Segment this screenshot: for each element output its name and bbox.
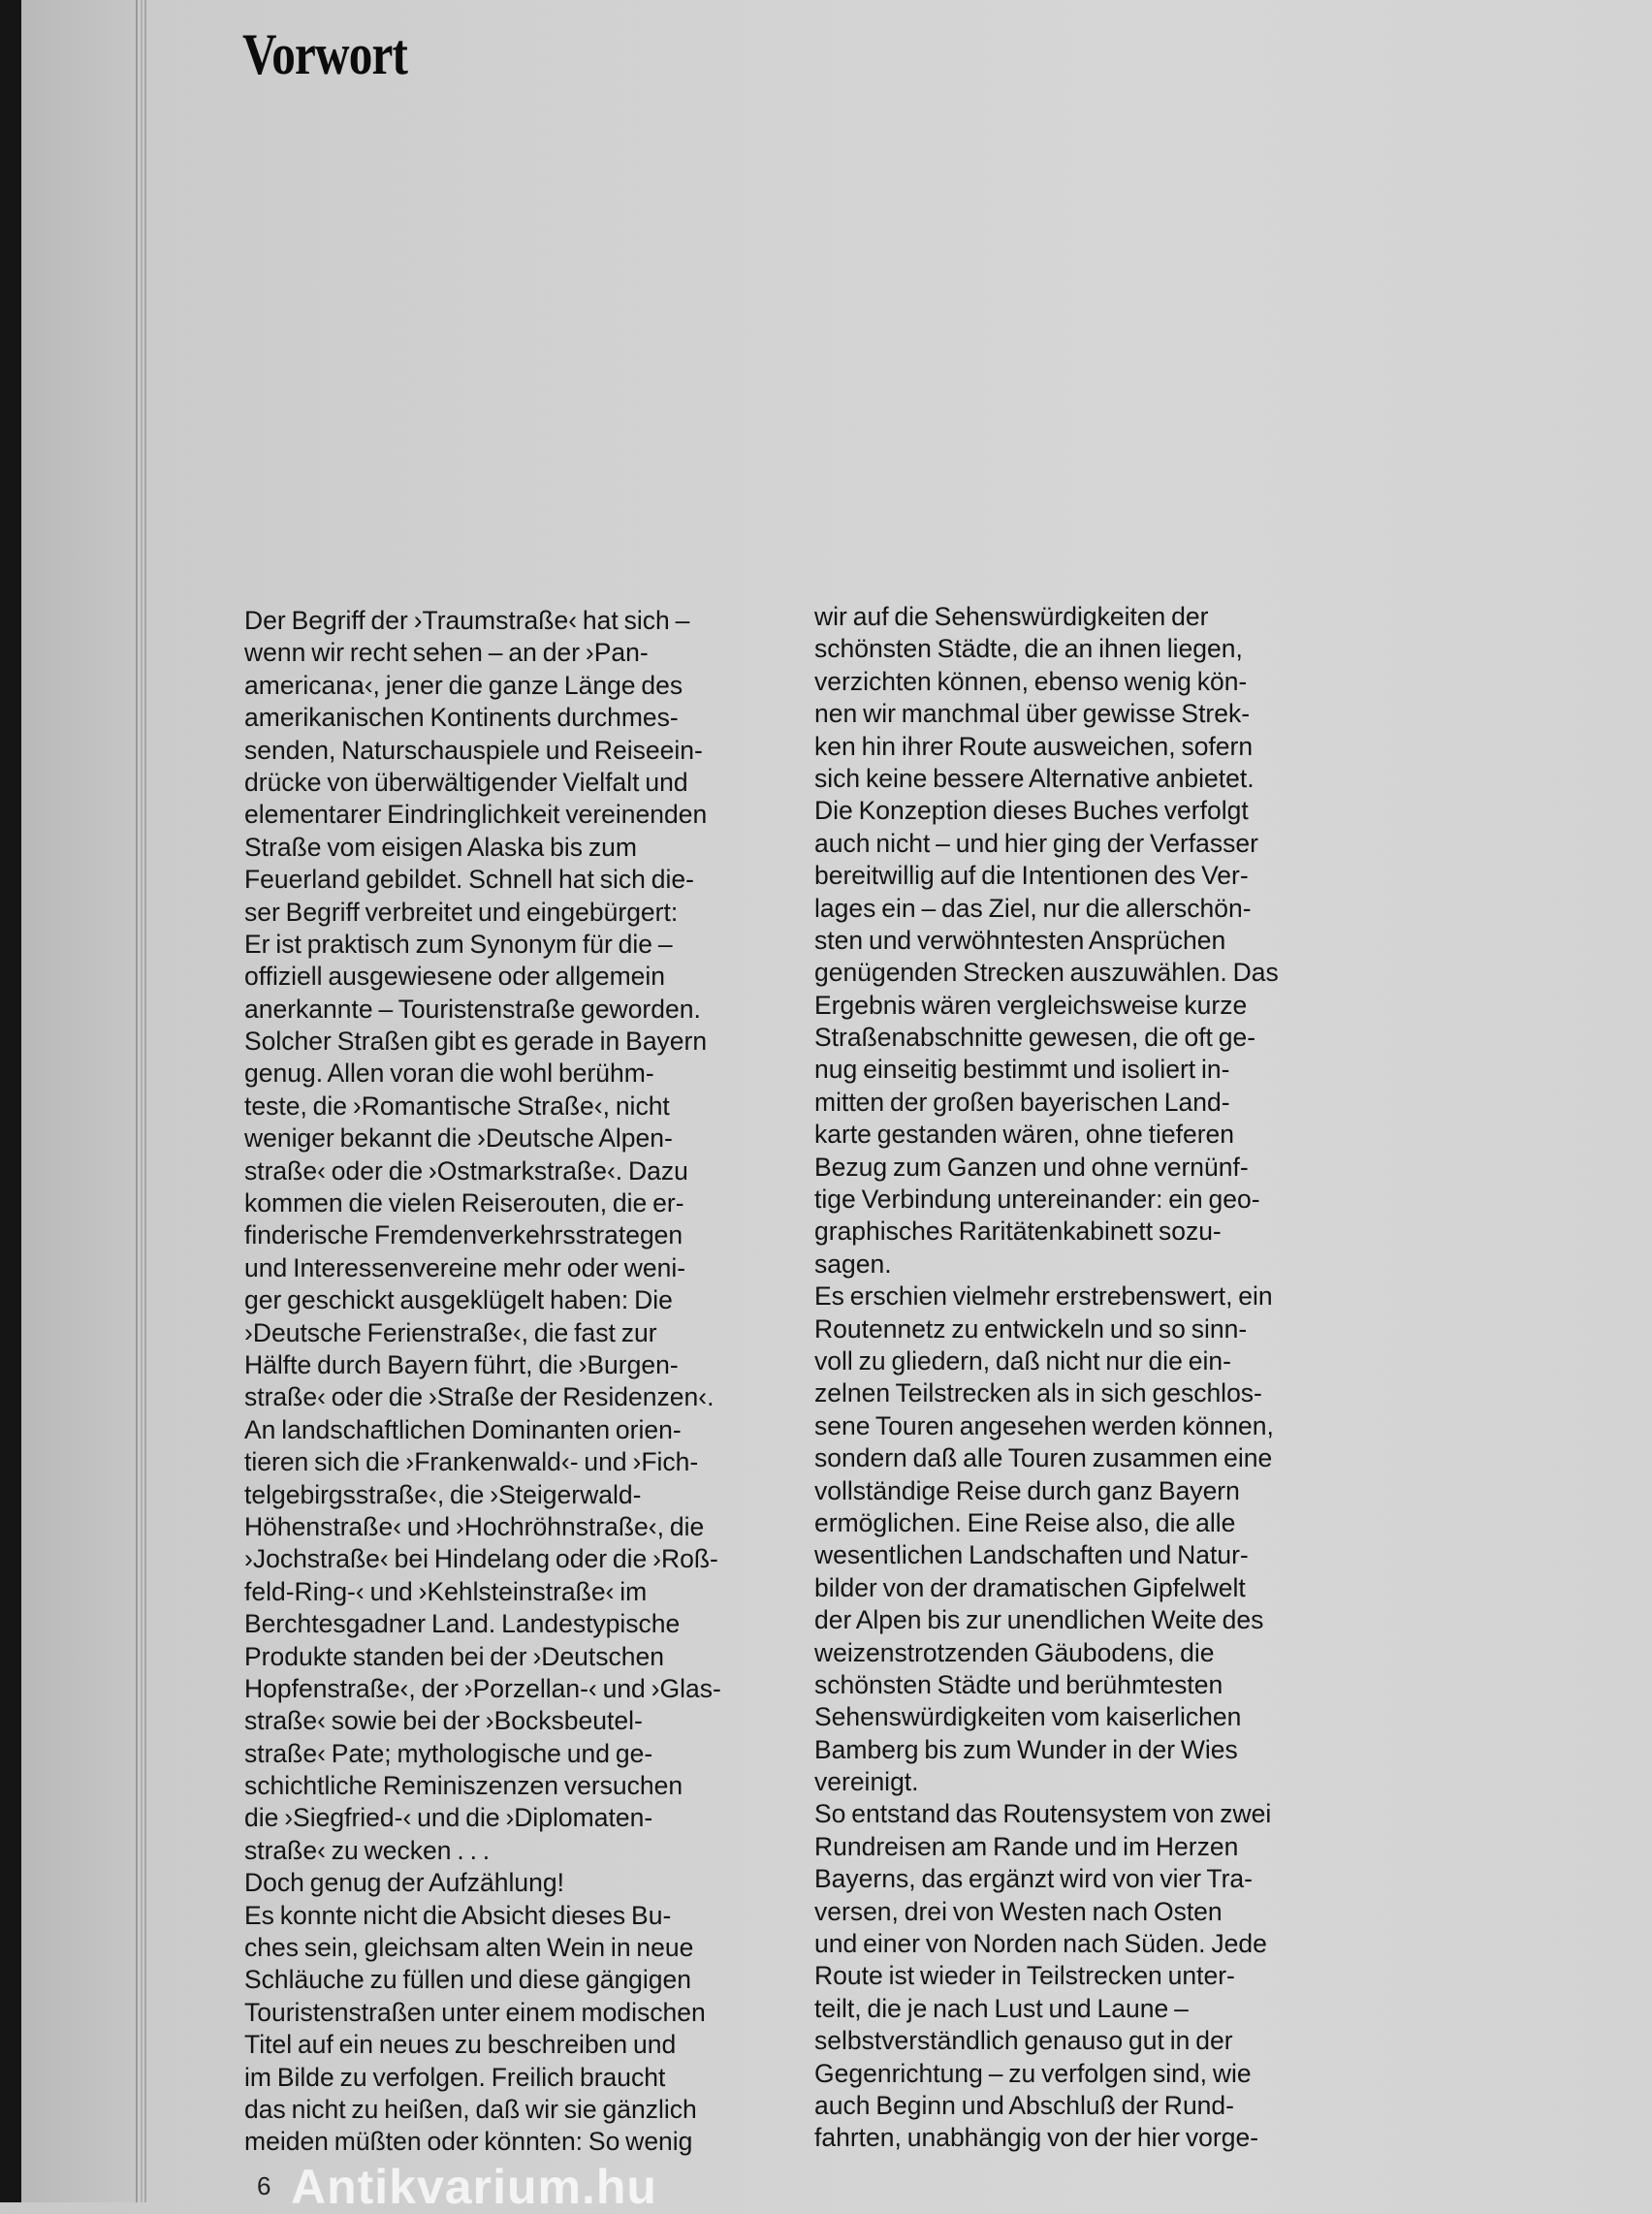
- text-line: karte gestanden wären, ohne tieferen: [814, 1120, 1235, 1150]
- text-line: sene Touren angesehen werden können,: [814, 1410, 1274, 1440]
- text-line: meiden müßten oder könnten: So wenig: [244, 2127, 693, 2157]
- text-line: schönsten Städte und berühmtesten: [814, 1669, 1223, 1699]
- text-line: und einer von Norden nach Süden. Jede: [814, 1929, 1267, 1959]
- text-line: Hopfenstraße‹, der ›Porzellan-‹ und ›Glas-: [244, 1673, 721, 1703]
- text-line: Route ist wieder in Teilstrecken unter-: [814, 1961, 1235, 1991]
- text-line: vereinigt.: [814, 1767, 919, 1797]
- text-line: nen wir manchmal über gewisse Strek-: [814, 699, 1251, 729]
- text-line: Gegenrichtung – zu verfolgen sind, wie: [814, 2058, 1252, 2088]
- text-line: mitten der großen bayerischen Land-: [814, 1087, 1230, 1117]
- text-line: Es erschien vielmehr erstrebenswert, ein: [814, 1281, 1273, 1312]
- text-line: verzichten können, ebenso wenig kön-: [814, 666, 1248, 696]
- text-line: sondern daß alle Touren zusammen eine: [814, 1443, 1273, 1473]
- text-line: lages ein – das Ziel, nur die allerschön-: [814, 893, 1252, 923]
- text-line: der Alpen bis zur unendlichen Weite des: [814, 1605, 1264, 1635]
- page-edge-line: [141, 0, 143, 2202]
- text-line: Feuerland gebildet. Schnell hat sich die-: [244, 865, 694, 895]
- text-line: Touristenstraßen unter einem modischen: [244, 1997, 706, 2027]
- text-line: sten und verwöhntesten Ansprüchen: [814, 925, 1226, 955]
- text-line: Berchtesgadner Land. Landestypische: [244, 1609, 681, 1639]
- text-line: Hälfte durch Bayern führt, die ›Burgen-: [244, 1349, 679, 1379]
- text-line: Straßenabschnitte gewesen, die oft ge-: [814, 1023, 1256, 1053]
- text-line: schichtliche Reminiszenzen versuchen: [244, 1771, 683, 1801]
- text-line: schönsten Städte, die an ihnen liegen,: [814, 634, 1243, 664]
- text-line: straße‹ sowie bei der ›Bocksbeutel-: [244, 1706, 643, 1736]
- text-line: teste, die ›Romantische Straße‹, nicht: [244, 1091, 670, 1121]
- text-line: weizenstrotzenden Gäubodens, die: [814, 1637, 1215, 1667]
- text-line: genügenden Strecken auszuwählen. Das: [814, 958, 1279, 988]
- text-line: ermöglichen. Eine Reise also, die alle: [814, 1507, 1236, 1537]
- text-line: anerkannte – Touristenstraße geworden.: [244, 994, 701, 1024]
- text-line: fahrten, unabhängig von der hier vorge-: [814, 2123, 1259, 2153]
- text-line: und Interessenvereine mehr oder weni-: [244, 1252, 686, 1282]
- text-line: straße‹ oder die ›Ostmarkstraße‹. Dazu: [244, 1155, 688, 1186]
- page-edge-line: [144, 0, 146, 2202]
- text-line: ken hin ihrer Route ausweichen, sofern: [814, 731, 1254, 761]
- text-line: ›Jochstraße‹ bei Hindelang oder die ›Roß-: [244, 1544, 718, 1574]
- text-line: ser Begriff verbreitet und eingebürgert:: [244, 897, 679, 927]
- text-line: sich keine bessere Alternative anbietet.: [814, 763, 1255, 793]
- text-line: An landschaftlichen Dominanten orien-: [244, 1414, 682, 1444]
- text-line: Rundreisen am Rande und im Herzen: [814, 1831, 1239, 1861]
- text-line: ger geschickt ausgeklügelt haben: Die: [244, 1285, 673, 1315]
- text-line: selbstverständlich genauso gut in der: [814, 2026, 1233, 2056]
- text-line: Ergebnis wären vergleichsweise kurze: [814, 990, 1248, 1020]
- text-line: wesentlichen Landschaften und Natur-: [814, 1540, 1249, 1570]
- text-line: teilt, die je nach Lust und Laune –: [814, 1993, 1189, 2023]
- text-line: wir auf die Sehenswürdigkeiten der: [814, 602, 1209, 631]
- text-line: Die Konzeption dieses Buches verfolgt: [814, 796, 1249, 826]
- page-edge-line: [136, 0, 138, 2202]
- text-line: nug einseitig bestimmt und isoliert in-: [814, 1055, 1230, 1085]
- text-line: genug. Allen voran die wohl berühm-: [244, 1059, 654, 1089]
- text-line: tieren sich die ›Frankenwald‹- und ›Fich-: [244, 1447, 699, 1477]
- text-line: auch nicht – und hier ging der Verfasser: [814, 828, 1258, 858]
- text-line: feld-Ring-‹ und ›Kehlsteinstraße‹ im: [244, 1576, 648, 1606]
- text-line: ches sein, gleichsam alten Wein in neue: [244, 1933, 694, 1963]
- text-line: Schläuche zu füllen und diese gängigen: [244, 1965, 692, 1995]
- text-line: voll zu gliedern, daß nicht nur die ein-: [814, 1345, 1231, 1376]
- text-line: telgebirgsstraße‹, die ›Steigerwald-: [244, 1479, 642, 1509]
- text-line: Titel auf ein neues zu beschreiben und: [244, 2030, 677, 2060]
- text-line: americana‹, jener die ganze Länge des: [244, 670, 683, 700]
- text-line: tige Verbindung untereinander: ein geo-: [814, 1185, 1260, 1215]
- text-line: weniger bekannt die ›Deutsche Alpen-: [244, 1123, 673, 1154]
- text-line: Bezug zum Ganzen und ohne vernünf-: [814, 1152, 1249, 1182]
- text-line: Sehenswürdigkeiten vom kaiserlichen: [814, 1702, 1242, 1732]
- text-line: Produkte standen bei der ›Deutschen: [244, 1641, 664, 1671]
- text-line: das nicht zu heißen, daß wir sie gänzlich: [244, 2094, 697, 2124]
- text-line: Er ist praktisch zum Synonym für die –: [244, 929, 673, 959]
- text-line: finderische Fremdenverkehrsstrategen: [244, 1220, 683, 1250]
- text-line: zelnen Teilstrecken als in sich geschlos-: [814, 1378, 1262, 1408]
- text-line: Solcher Straßen gibt es gerade in Bayern: [244, 1027, 708, 1057]
- text-line: vollständige Reise durch ganz Bayern: [814, 1475, 1240, 1505]
- text-line: Straße vom eisigen Alaska bis zum: [244, 832, 637, 862]
- text-line: drücke von überwältigender Vielfalt und: [244, 767, 688, 797]
- text-line: amerikanischen Kontinents durchmes-: [244, 703, 679, 733]
- text-line: senden, Naturschauspiele und Reiseein-: [244, 735, 703, 765]
- text-line: ›Deutsche Ferienstraße‹, die fast zur: [244, 1317, 657, 1347]
- text-line: versen, drei von Westen nach Osten: [814, 1896, 1223, 1926]
- text-line: Bamberg bis zum Wunder in der Wies: [814, 1734, 1238, 1764]
- watermark: Antikvarium.hu: [291, 2160, 657, 2214]
- text-line: Höhenstraße‹ und ›Hochröhnstraße‹, die: [244, 1511, 705, 1541]
- text-line: Routennetz zu entwickeln und so sinn-: [814, 1313, 1248, 1344]
- text-line: offiziell ausgewiesene oder allgemein: [244, 962, 666, 992]
- text-line: So entstand das Routensystem von zwei: [814, 1799, 1272, 1829]
- previous-page-edge: [21, 0, 136, 2202]
- text-line: kommen die vielen Reiserouten, die er-: [244, 1188, 684, 1218]
- text-line: Der Begriff der ›Traumstraße‹ hat sich –: [244, 606, 690, 635]
- text-line: sagen.: [814, 1249, 892, 1279]
- page-number: 6: [257, 2171, 271, 2200]
- text-line: Bayerns, das ergänzt wird von vier Tra-: [814, 1864, 1253, 1894]
- text-line: wenn wir recht sehen – an der ›Pan-: [244, 638, 649, 668]
- page-title: Vorwort: [242, 22, 408, 86]
- text-line: Es konnte nicht die Absicht dieses Bu-: [244, 1900, 672, 1930]
- text-line: die ›Siegfried-‹ und die ›Diplomaten-: [244, 1803, 653, 1833]
- text-line: straße‹ oder die ›Straße der Residenzen‹.: [244, 1382, 715, 1412]
- text-line: graphisches Raritätenkabinett sozu-: [814, 1217, 1222, 1247]
- text-line: bilder von der dramatischen Gipfelwelt: [814, 1572, 1246, 1602]
- text-column-left: [244, 605, 721, 2159]
- text-line: im Bilde zu verfolgen. Freilich braucht: [244, 2062, 666, 2092]
- text-line: elementarer Eindringlichkeit vereinenden: [244, 800, 708, 830]
- text-line: bereitwillig auf die Intentionen des Ver-: [814, 861, 1249, 891]
- text-line: auch Beginn und Abschluß der Rund-: [814, 2090, 1234, 2120]
- text-line: straße‹ Pate; mythologische und ge-: [244, 1738, 653, 1768]
- book-binding-shadow: [0, 0, 21, 2202]
- text-line: Doch genug der Aufzählung!: [244, 1868, 564, 1898]
- text-column-right: [814, 601, 1279, 2155]
- text-line: straße‹ zu wecken . . .: [244, 1835, 491, 1865]
